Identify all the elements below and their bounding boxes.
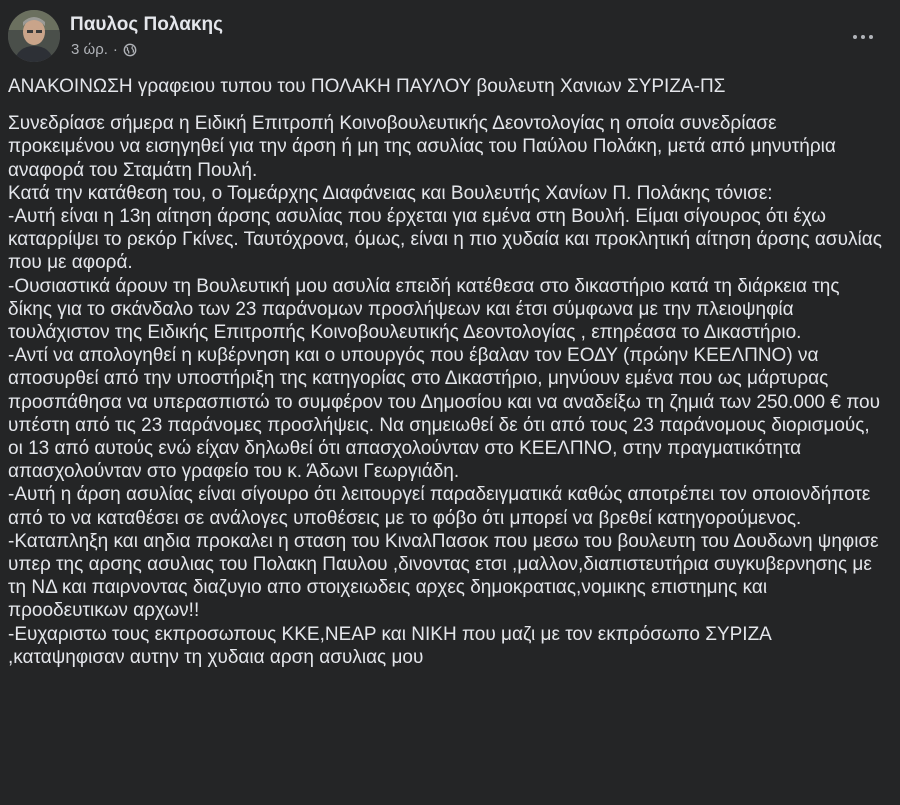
post-body [8, 75, 888, 669]
avatar-image [8, 10, 60, 62]
meta-separator: · [112, 41, 118, 58]
author-avatar[interactable] [8, 10, 60, 62]
post-paragraph: Συνεδρίασε σήμερα η Ειδική Επιτροπή Κοινοβουλευτικής Δεοντολογίας η οποία συνεδρίασε προκειμένου να εισηγηθεί για την άρση ή μη της ασυλίας του Παύλου Πολάκη, μετά από μηνυτήρια αναφορά του Σταμάτη Πουλή. [8, 113, 836, 181]
post-paragraph: -Ευχαριστω τους εκπροσωπους ΚΚΕ,ΝΕΑΡ και ΝΙΚΗ που μαζι με τον εκπρόσωπο ΣΥΡΙΖΑ ,καταψηφισαν αυτην τη χυδαια αρση ασυλιας μου [8, 623, 771, 668]
post-paragraph: -Αυτή η άρση ασυλίας είναι σίγουρο ότι λειτουργεί παραδειγματικά καθώς αποτρέπει τον οποιονδήποτε από το να καταθέσει σε ανάλογες υποθέσεις με το φόβο ότι μπορεί να βρεθεί κατηγορούμενος. [8, 484, 871, 529]
post-paragraph: -Αυτή είναι η 13η αίτηση άρσης ασυλίας που έρχεται για εμένα στη Βουλή. Είμαι σίγουρος ότι έχω καταρρίψει το ρεκόρ Γκίνες. Ταυτόχρονα, όμως, είναι η πιο χυδαία και προκλητική αίτηση άρσης ασυλίας που με αφορά. [8, 206, 882, 274]
more-dot [869, 35, 873, 39]
more-dot [861, 35, 865, 39]
more-options-button[interactable] [846, 22, 880, 52]
post-time[interactable]: 3 ώρ. [71, 41, 108, 58]
post-title: ΑΝΑΚΟΙΝΩΣΗ γραφειου τυπου του ΠΟΛΑΚΗ ΠΑΥΛΟΥ βουλευτη Χανιων ΣΥΡΙΖΑ-ΠΣ [8, 76, 726, 97]
post-paragraph: -Ουσιαστικά άρουν τη Βουλευτική μου ασυλία επειδή κατέθεσα στο δικαστήριο κατά τη διάρκεια της δίκης για το σκάνδαλο των 23 παράνομων προσλήψεων και έτσι σύμφωνα με την πλειοψηφία τουλάχιστον της Ειδικής Επιτροπής Κοινοβουλευτικής Δεοντολογίας , επηρέασα το Δικαστήριο. [8, 275, 840, 344]
post-paragraph: -Καταπληξη και αηδια προκαλει η σταση του ΚιναλΠασοκ που μεσω του βουλευτη του Δουδωνη ψηφισε υπερ της αρσης ασυλιας του Πολακη Παυλου ,δινοντας ετσι ,μαλλον,διαπιστευτήρια συγκυβερνησης με τη ΝΔ και παιρνοντας διαζυγιο απο στοιχειωδεις αρχες δημοκρατιας,νομικης επιστημης και προοδευτικων αρχων!! [8, 530, 879, 622]
post-paragraph: Κατά την κατάθεση του, ο Τομεάρχης Διαφάνειας και Βουλευτής Χανίων Π. Πολάκης τόνισε: [8, 182, 773, 204]
post-meta [71, 41, 137, 58]
post-paragraph: -Αντί να απολογηθεί η κυβέρνηση και ο υπουργός που έβαλαν τον ΕΟΔΥ (πρώην ΚΕΕΛΠΝΟ) να αποσυρθεί από την υποστήριξη της κατηγορίας στο Δικαστήριο, μηνύουν εμένα που ως μάρτυρας προσπάθησα να υπερασπιστώ το συμφέρον του Δημοσίου και να αναδείξω τη ζημιά των 250.000 € που υπέστη από τις 23 παράνομες προσλήψεις. Να σημειωθεί δε ότι από τους 23 παράνομους διορισμούς, οι 13 από αυτούς ενώ είχαν δηλωθεί ότι απασχολούνταν στο ΚΕΕΛΠΝΟ, στην πραγματικότητα απασχολούνταν στο γραφείο του κ. Άδωνι Γεωργιάδη. [8, 345, 880, 483]
post-header [8, 8, 892, 68]
more-horizontal-icon [853, 35, 857, 39]
author-name[interactable]: Παυλος Πολακης [70, 14, 223, 35]
globe-icon[interactable] [123, 43, 137, 57]
